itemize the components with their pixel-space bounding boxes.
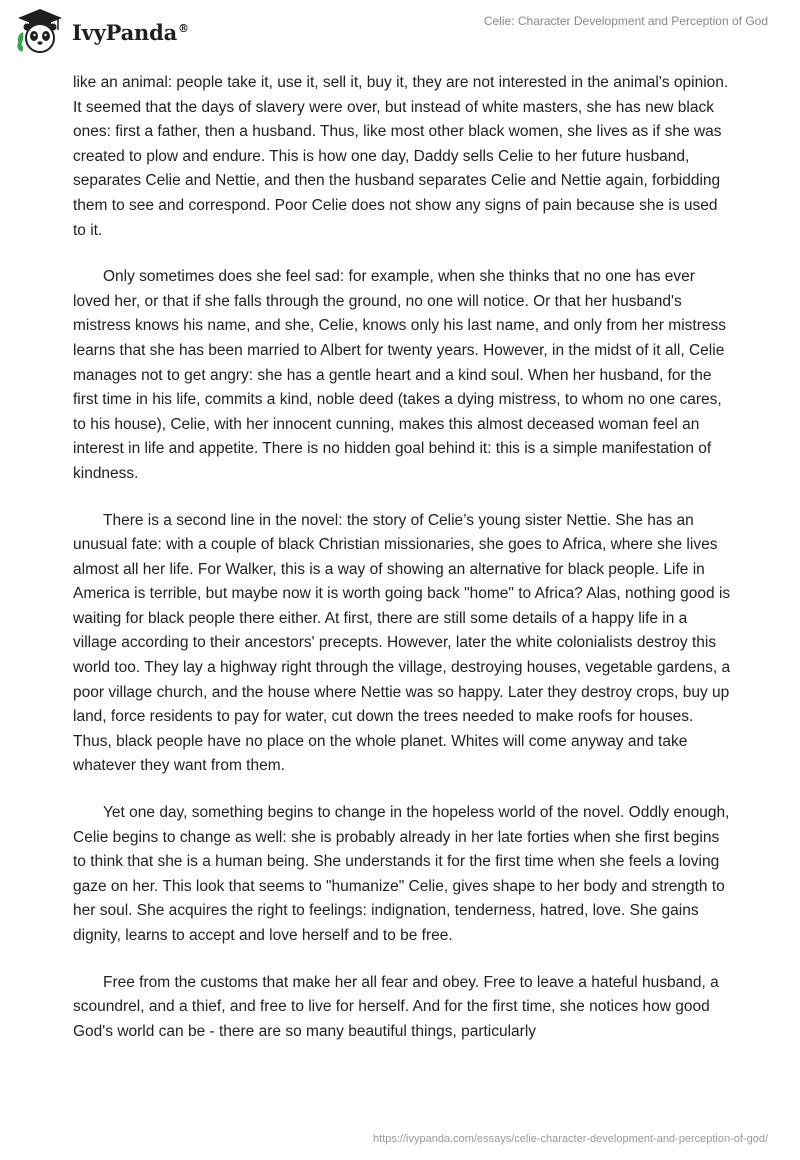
ivypanda-logo[interactable] bbox=[14, 8, 189, 56]
document-title: Celie: Character Development and Perception of God bbox=[483, 14, 768, 28]
paragraph-5: Free from the customs that make her all fear and obey. Free to leave a hateful husband, a scoundrel, and a thief, and free to live for herself. And for the first time, she notices how good God's world can be - there are so many beautiful things, particularly bbox=[73, 973, 719, 1040]
page-header bbox=[0, 0, 800, 62]
paragraph-1: like an animal: people take it, use it, sell it, buy it, they are not interested in the animal's opinion. It seemed that the days of slavery were over, but instead of white masters, she has new black ones: first a father, then a husband. Thus, like most other black women, she lives as if she was created to plow and endure. This is how one day, Daddy sells Celie to her future husband, separates Celie and Nettie, and then the husband separates Celie and Nettie again, forbidding them to see and correspond. Poor Celie does not show any signs of pain because she is used to it. bbox=[73, 74, 729, 239]
paragraph-3: There is a second line in the novel: the story of Celie’s young sister Nettie. She has an unusual fate: with a couple of black Christian missionaries, she goes to Africa, where she lives almost all her life. For Walker, this is a way of showing an alternative for black people. Life in America is terrible, but maybe now it is worth going back "home" to Africa? Alas, nothing good is waiting for black people there either. At first, there are still some details of a happy life in a village according to their ancestors' precepts. However, later the white colonialists destroy this world too. They lay a highway right through the village, destroying houses, vegetable gardens, a poor village church, and the house where Nettie was so happy. Later they destroy crops, buy up land, force residents to pay for water, cut down the trees needed to make roofs for houses. Thus, black people have no place on the whole planet. Whites will come anyway and take whatever they want from them. bbox=[73, 511, 731, 775]
registered-mark: ® bbox=[178, 21, 189, 35]
paragraph-2: Only sometimes does she feel sad: for example, when she thinks that no one has ever loved her, or that if she falls through the ground, no one will notice. Or that her husband's mistress knows his name, and she, Celie, knows only his last name, and only from her mistress learns that she has been married to Albert for twenty years. However, in the midst of it all, Celie manages not to get angry: she has a gentle heart and a kind soul. When her husband, for the first time in his life, commits a kind, noble deed (takes a dying mistress, to whom no one cares, to his house), Celie, with her innocent cunning, makes this almost deceased woman feel an interest in life and appetite. There is no hidden goal behind it: this is a simple manifestation of kindness. bbox=[73, 268, 726, 482]
paragraph-4: Yet one day, something begins to change in the hopeless world of the novel. Oddly enough, Celie begins to change as well: she is probably already in her late forties when she first begins to think that she is a human being. She understands it for the first time when she feels a loving gaze on her. This look that seems to "humanize" Celie, gives shape to her body and strength to her soul. She acquires the right to feelings: indignation, tenderness, hatred, love. She gains dignity, learns to accept and love herself and to be free. bbox=[73, 804, 730, 944]
brand-name: IvyPanda® bbox=[72, 19, 189, 45]
source-url[interactable]: https://ivypanda.com/essays/celie-character-development-and-perception-of-god/ bbox=[373, 1133, 768, 1145]
panda-graduate-icon bbox=[14, 8, 66, 56]
essay-body bbox=[73, 71, 733, 1066]
